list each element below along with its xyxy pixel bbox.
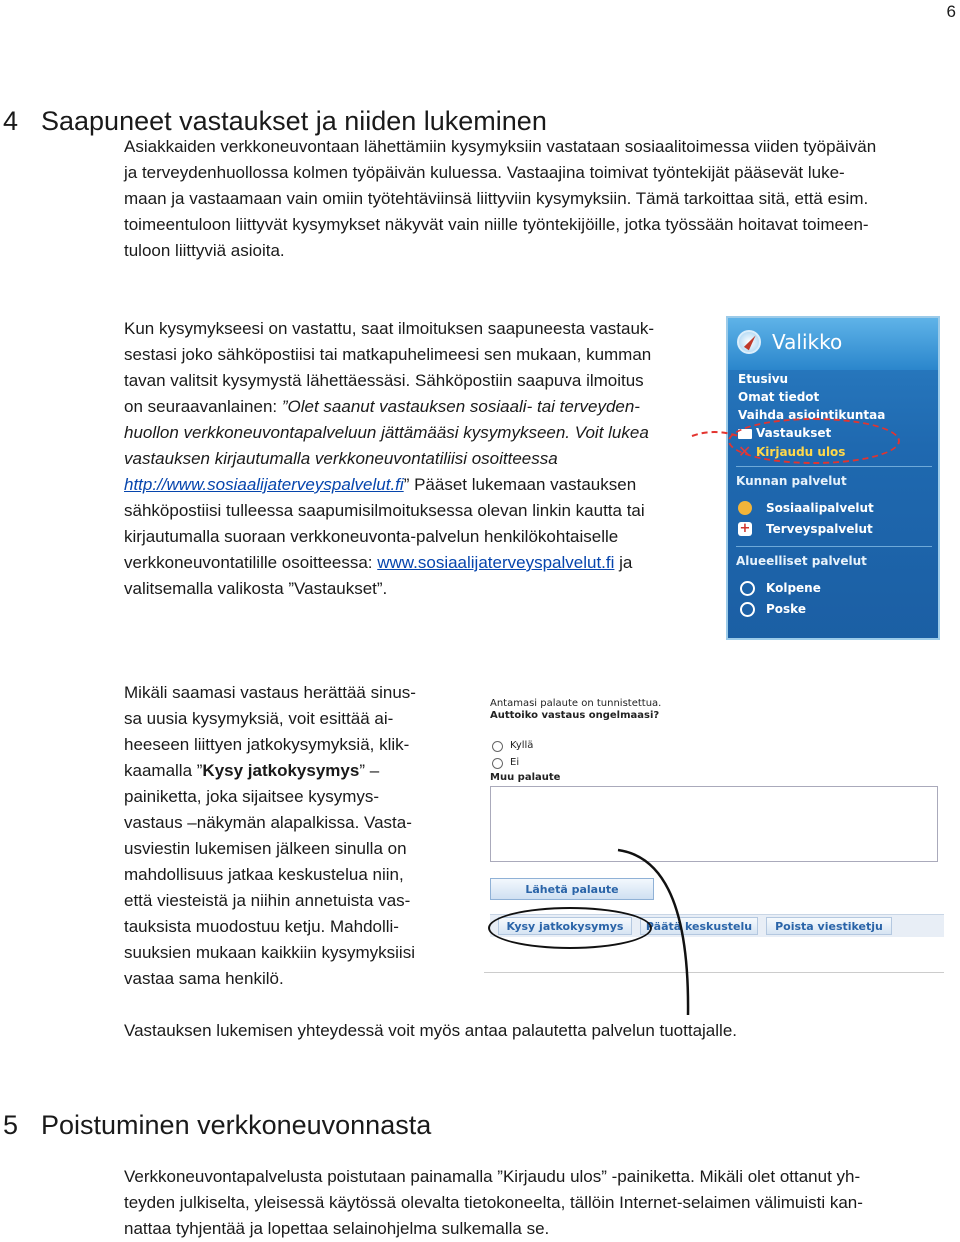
section-4-heading — [3, 106, 547, 137]
intro-paragraph — [124, 134, 944, 264]
delete-thread-button[interactable]: Poista viestiketju — [766, 917, 892, 935]
para-line: Vastauksen lukemisen yhteydessä voit myös antaa palautetta palvelun tuottajalle. — [124, 1021, 737, 1040]
menu-item-sosiaalipalvelut[interactable]: Sosiaalipalvelut — [766, 501, 874, 515]
feedback-note — [124, 1018, 924, 1044]
radio-no-label: Ei — [510, 757, 520, 768]
para-line: Mikäli saamasi vastaus herättää sinus- — [124, 683, 416, 702]
para-line: vastaa sama henkilö. — [124, 969, 284, 988]
menu-divider — [736, 466, 932, 467]
para-line — [124, 758, 464, 784]
send-feedback-button[interactable]: Lähetä palaute — [490, 878, 654, 900]
para-line: suuksien mukaan kaikkiin kysymyksiisi — [124, 943, 415, 962]
menu-item-poske[interactable]: Poske — [766, 602, 806, 616]
social-services-icon — [738, 501, 752, 515]
logout-paragraph — [124, 1164, 950, 1242]
para-line — [124, 472, 714, 498]
health-cross-icon: + — [739, 521, 751, 536]
para-line: teyden julkiselta, yleisessä käytössä olevalta tietokoneelta, tällöin Internet-selaimen välimuisti kan- — [124, 1193, 863, 1212]
para-line: mahdollisuus jatkaa keskustelua niin, — [124, 865, 404, 884]
valikko-menu — [726, 316, 940, 640]
para-text: on seuraavanlainen: — [124, 397, 282, 416]
radio-yes[interactable] — [492, 741, 503, 752]
followup-button-name: Kysy jatkokysymys — [202, 761, 360, 780]
para-line: Kun kysymykseesi on vastattu, saat ilmoituksen saapuneesta vastauk- — [124, 319, 655, 338]
para-line: tavan valitsit kysymystä lähettäessäsi. Sähköpostiin saapuva ilmoitus — [124, 371, 644, 390]
service-url-link[interactable]: www.sosiaalijaterveyspalvelut.fi — [377, 553, 615, 572]
end-discussion-button[interactable]: Päätä keskustelu — [640, 917, 758, 935]
annotation-arrow-icon — [690, 424, 750, 454]
para-line: sa uusia kysymyksiä, voit esittää ai- — [124, 709, 394, 728]
other-feedback-label: Muu palaute — [490, 772, 561, 783]
para-line — [124, 420, 714, 446]
para-text: ” – — [359, 761, 380, 780]
followup-paragraph — [124, 680, 464, 992]
section-5-title: Poistuminen verkkoneuvonnasta — [41, 1110, 432, 1140]
quoted-email-text: ”Olet saanut vastauksen sosiaali- tai terveyden- — [281, 397, 640, 416]
para-line — [124, 394, 714, 420]
menu-divider — [736, 546, 932, 547]
menu-item-etusivu[interactable]: Etusivu — [738, 372, 789, 386]
para-text: kaamalla ” — [124, 761, 203, 780]
para-line: sestasi joko sähköpostiisi tai matkapuhelimeesi sen mukaan, kumman — [124, 345, 652, 364]
section-4-number: 4 — [3, 106, 19, 136]
para-line: Verkkoneuvontapalvelusta poistutaan painamalla ”Kirjaudu ulos” -painiketta. Mikäli olet ottanut yh- — [124, 1167, 861, 1186]
menu-title: Valikko — [772, 330, 843, 354]
compass-icon — [737, 330, 761, 354]
para-line: sähköpostiisi tulleessa saapumisilmoituksessa olevan linkin kautta tai — [124, 501, 645, 520]
page-number: 6 — [946, 2, 956, 21]
menu-item-kolpene[interactable]: Kolpene — [766, 581, 821, 595]
highlight-annotation — [728, 418, 900, 464]
section-4-title: Saapuneet vastaukset ja niiden lukeminen — [41, 106, 547, 136]
notification-paragraph — [124, 316, 714, 602]
form-notice: Antamasi palaute on tunnistettua. — [490, 698, 662, 709]
para-text: ” Pääset lukemaan vastauksen — [403, 475, 637, 494]
annotation-arrow-icon — [598, 840, 698, 1020]
para-line: tauksista muodostuu ketju. Mahdolli- — [124, 917, 399, 936]
intro-line: maan ja vastaamaan vain omiin työtehtäviinsä liittyviin kysymyksiin. Tämä tarkoittaa sitä, että esim. — [124, 189, 869, 208]
section-5-number: 5 — [3, 1110, 19, 1140]
para-line: painiketta, joka sijaitsee kysymys- — [124, 787, 380, 806]
radio-yes-label: Kyllä — [510, 740, 534, 751]
menu-item-omat-tiedot[interactable]: Omat tiedot — [738, 390, 820, 404]
para-line: heeseen liittyen jatkokysymyksiä, klik- — [124, 735, 410, 754]
para-line — [124, 446, 714, 472]
quoted-email-text: huollon verkkoneuvontapalveluun jättämääsi kysymykseen. Voit lukea — [124, 423, 649, 442]
intro-line: toimeentuloon liittyvät kysymykset näkyvät vain niille työntekijöille, jotka työssään hoitavat toimeen- — [124, 215, 869, 234]
other-feedback-textarea[interactable] — [490, 786, 938, 862]
menu-item-kirjaudu-ulos[interactable]: Kirjaudu ulos — [756, 445, 846, 459]
globe-icon — [740, 581, 755, 596]
menu-header — [728, 318, 938, 370]
section-5-heading — [3, 1110, 431, 1141]
intro-line: tuloon liittyviä asioita. — [124, 241, 285, 260]
para-line: että viesteistä ja niihin annetuista vas- — [124, 891, 411, 910]
form-bottom-divider — [484, 972, 944, 973]
para-line: kirjautumalla suoraan verkkoneuvonta-palvelun henkilökohtaiselle — [124, 527, 619, 546]
ask-followup-button[interactable]: Kysy jatkokysymys — [498, 917, 632, 935]
para-line: usviestin lukemisen jälkeen sinulla on — [124, 839, 407, 858]
para-line: valitsemalla valikosta ”Vastaukset”. — [124, 579, 388, 598]
para-line — [124, 550, 714, 576]
para-line: vastaus –näkymän alapalkissa. Vasta- — [124, 813, 412, 832]
menu-item-terveyspalvelut[interactable]: Terveyspalvelut — [766, 522, 873, 536]
radio-no[interactable] — [492, 758, 503, 769]
intro-line: ja terveydenhuollossa kolmen työpäivän kuluessa. Vastaajina toimivat työntekijät pääsevät luke- — [124, 163, 845, 182]
intro-line: Asiakkaiden verkkoneuvontaan lähettämiin kysymyksiin vastataan sosiaalitoimessa viiden työpäivän — [124, 137, 877, 156]
para-text: verkkoneuvontatilille osoitteessa: — [124, 553, 378, 572]
menu-item-vaihda-asiointikuntaa[interactable]: Vaihda asiointikuntaa — [738, 408, 886, 422]
para-line: nattaa tyhjentää ja lopettaa selainohjelma sulkemalla se. — [124, 1219, 550, 1238]
menu-section-kunnan: Kunnan palvelut — [736, 474, 847, 488]
para-text: ja — [614, 553, 633, 572]
globe-icon — [740, 602, 755, 617]
form-question: Auttoiko vastaus ongelmaasi? — [490, 710, 660, 721]
service-url-link[interactable]: http://www.sosiaalijaterveyspalvelut.fi — [124, 475, 404, 494]
close-icon: ✕ — [738, 442, 752, 461]
quoted-email-text: vastauksen kirjautumalla verkkoneuvontatiliisi osoitteessa — [124, 449, 558, 468]
menu-section-alue: Alueelliset palvelut — [736, 554, 867, 568]
menu-item-vastaukset[interactable]: Vastaukset — [756, 426, 832, 440]
